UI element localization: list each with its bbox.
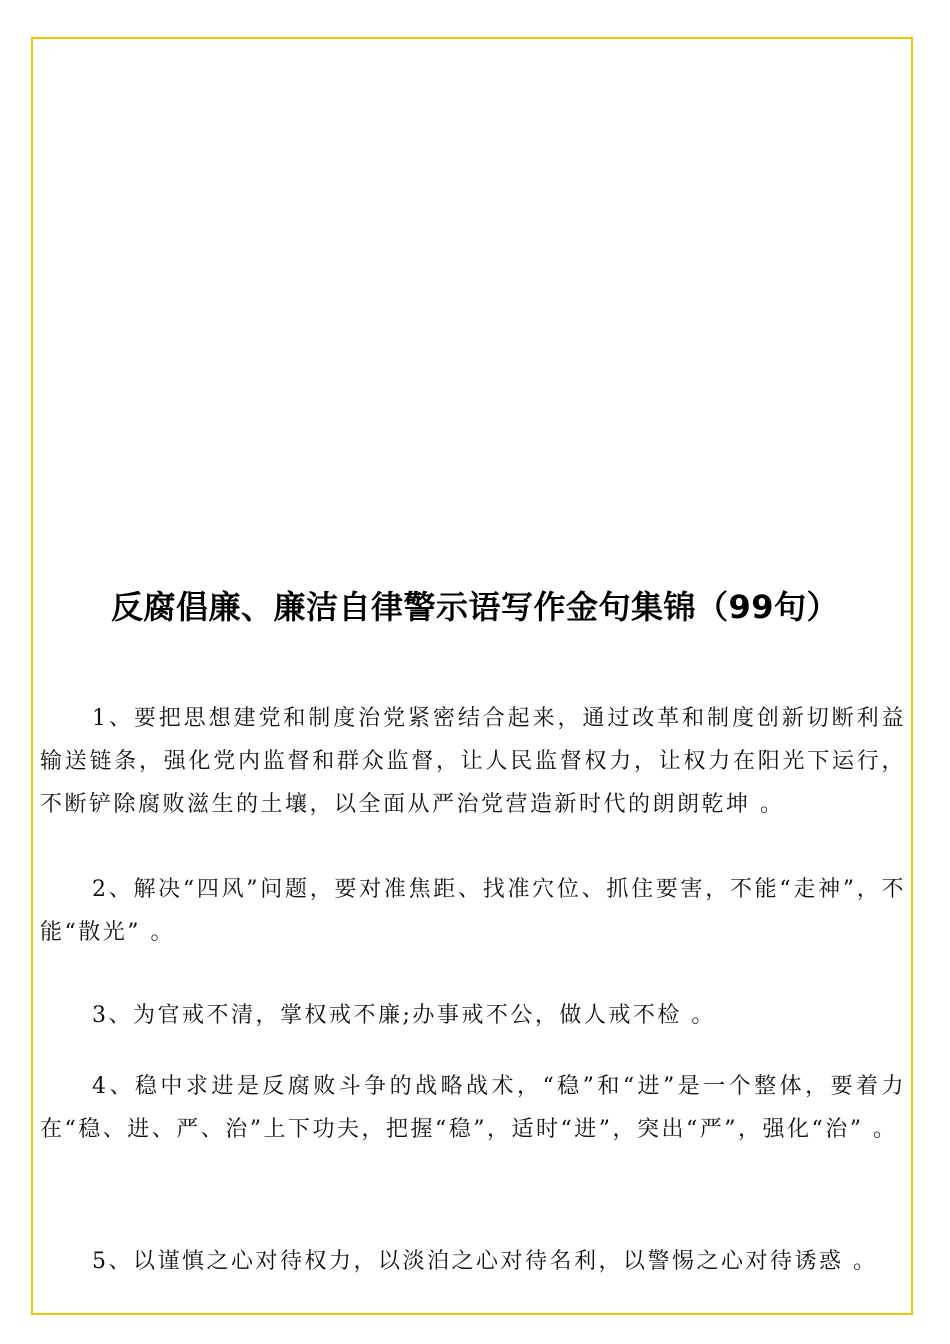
paragraph-item-5: 5、以谨慎之心对待权力，以淡泊之心对待名利，以警惕之心对待诱惑 。: [92, 1249, 878, 1274]
paragraph-item-4: 4、稳中求进是反腐败斗争的战略战术，“稳”和“进”是一个整体，要着力在“稳、进、严、治”上下功夫，把握“稳”，适时“进”，突出“严”，强化“治” 。: [40, 1074, 906, 1142]
paragraph-item-1: 1、要把思想建党和制度治党紧密结合起来，通过改革和制度创新切断利益输送链条，强化党内监督和群众监督，让人民监督权力，让权力在阳光下运行，不断铲除腐败滋生的土壤，以全面从严治党营造新时代的朗朗乾坤 。: [40, 706, 906, 817]
paragraph-item-3: 3、为官戒不清，掌权戒不廉;办事戒不公，做人戒不检 。: [92, 1003, 716, 1028]
paragraph-item-2: 2、解决“四风”问题，要对准焦距、找准穴位、抓住要害，不能“走神”，不能“散光” 。: [40, 877, 906, 945]
document-title: 反腐倡廉、廉洁自律警示语写作金句集锦（99句）: [110, 588, 840, 626]
